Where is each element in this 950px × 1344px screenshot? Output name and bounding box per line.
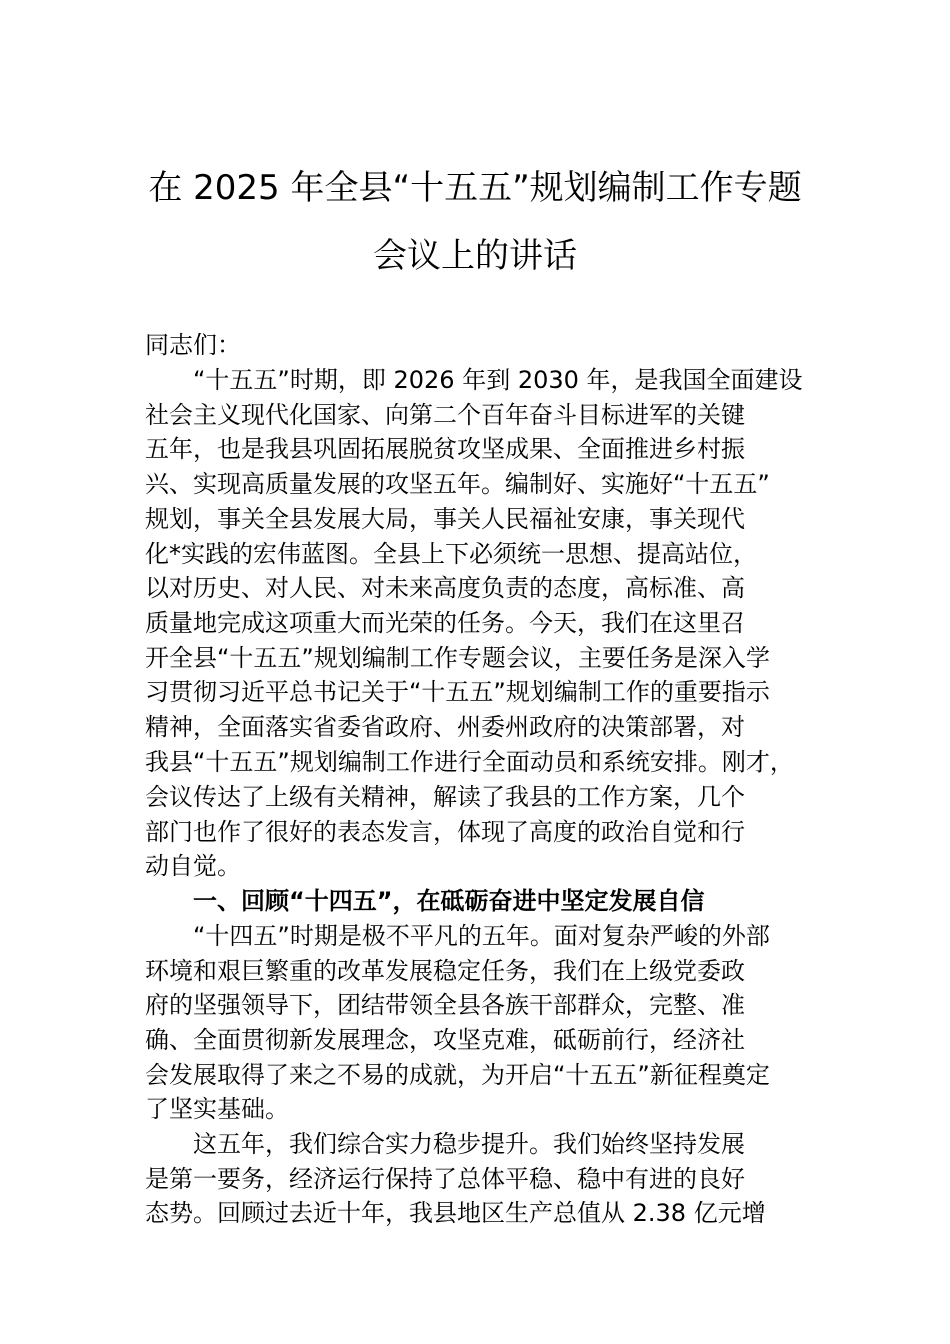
paragraph-line: 习贯彻习近平总书记关于“十五五”规划编制工作的重要指示: [145, 678, 770, 706]
salutation: 同志们：: [145, 331, 241, 359]
paragraph-line: 开全县“十五五”规划编制工作专题会议，主要任务是深入学: [145, 644, 770, 672]
paragraph-line: 了坚实基础。: [145, 1095, 289, 1123]
paragraph-line: 精神，全面落实省委省政府、州委州政府的决策部署，对: [145, 713, 745, 741]
paragraph-line: 我县“十五五”规划编制工作进行全面动员和系统安排。刚才，: [145, 748, 794, 776]
paragraph-line: 社会主义现代化国家、向第二个百年奋斗目标进军的关键: [145, 401, 745, 429]
paragraph-line: 化*实践的宏伟蓝图。全县上下必须统一思想、提高站位，: [145, 540, 757, 568]
paragraph-line: 环境和艰巨繁重的改革发展稳定任务，我们在上级党委政: [145, 957, 745, 985]
paragraph-line: 质量地完成这项重大而光荣的任务。今天，我们在这里召: [145, 609, 745, 637]
paragraph-line: 规划，事关全县发展大局，事关人民福祉安康，事关现代: [145, 505, 745, 533]
paragraph-line: 会发展取得了来之不易的成就，为开启“十五五”新征程奠定: [145, 1061, 770, 1089]
paragraph-line: 兴、实现高质量发展的攻坚五年。编制好、实施好“十五五”: [145, 470, 770, 498]
paragraph-line: 以对历史、对人民、对未来高度负责的态度，高标准、高: [145, 574, 745, 602]
paragraph-line: 确、全面贯彻新发展理念，攻坚克难，砥砺前行，经济社: [145, 1026, 745, 1054]
paragraph-line: 五年，也是我县巩固拓展脱贫攻坚成果、全面推进乡村振: [145, 435, 745, 463]
paragraph-line: “十四五”时期是极不平凡的五年。面对复杂严峻的外部: [193, 922, 770, 950]
document-title-line-1: 在 2025 年全县“十五五”规划编制工作专题: [148, 168, 802, 208]
paragraph-line: 会议传达了上级有关精神，解读了我县的工作方案，几个: [145, 783, 745, 811]
paragraph-line: “十五五”时期，即 2026 年到 2030 年，是我国全面建设: [193, 366, 803, 394]
paragraph-line: 动自觉。: [145, 852, 241, 880]
document-title-line-2: 会议上的讲话: [373, 236, 577, 276]
paragraph-line: 是第一要务，经济运行保持了总体平稳、稳中有进的良好: [145, 1165, 745, 1193]
paragraph-line: 这五年，我们综合实力稳步提升。我们始终坚持发展: [193, 1130, 745, 1158]
paragraph-line: 府的坚强领导下，团结带领全县各族干部群众，完整、准: [145, 991, 745, 1019]
section-heading: 一、回顾“十四五”，在砥砺奋进中坚定发展自信: [193, 887, 705, 915]
paragraph-line: 态势。回顾过去近十年，我县地区生产总值从 2.38 亿元增: [145, 1199, 766, 1227]
paragraph-line: 部门也作了很好的表态发言，体现了高度的政治自觉和行: [145, 818, 745, 846]
